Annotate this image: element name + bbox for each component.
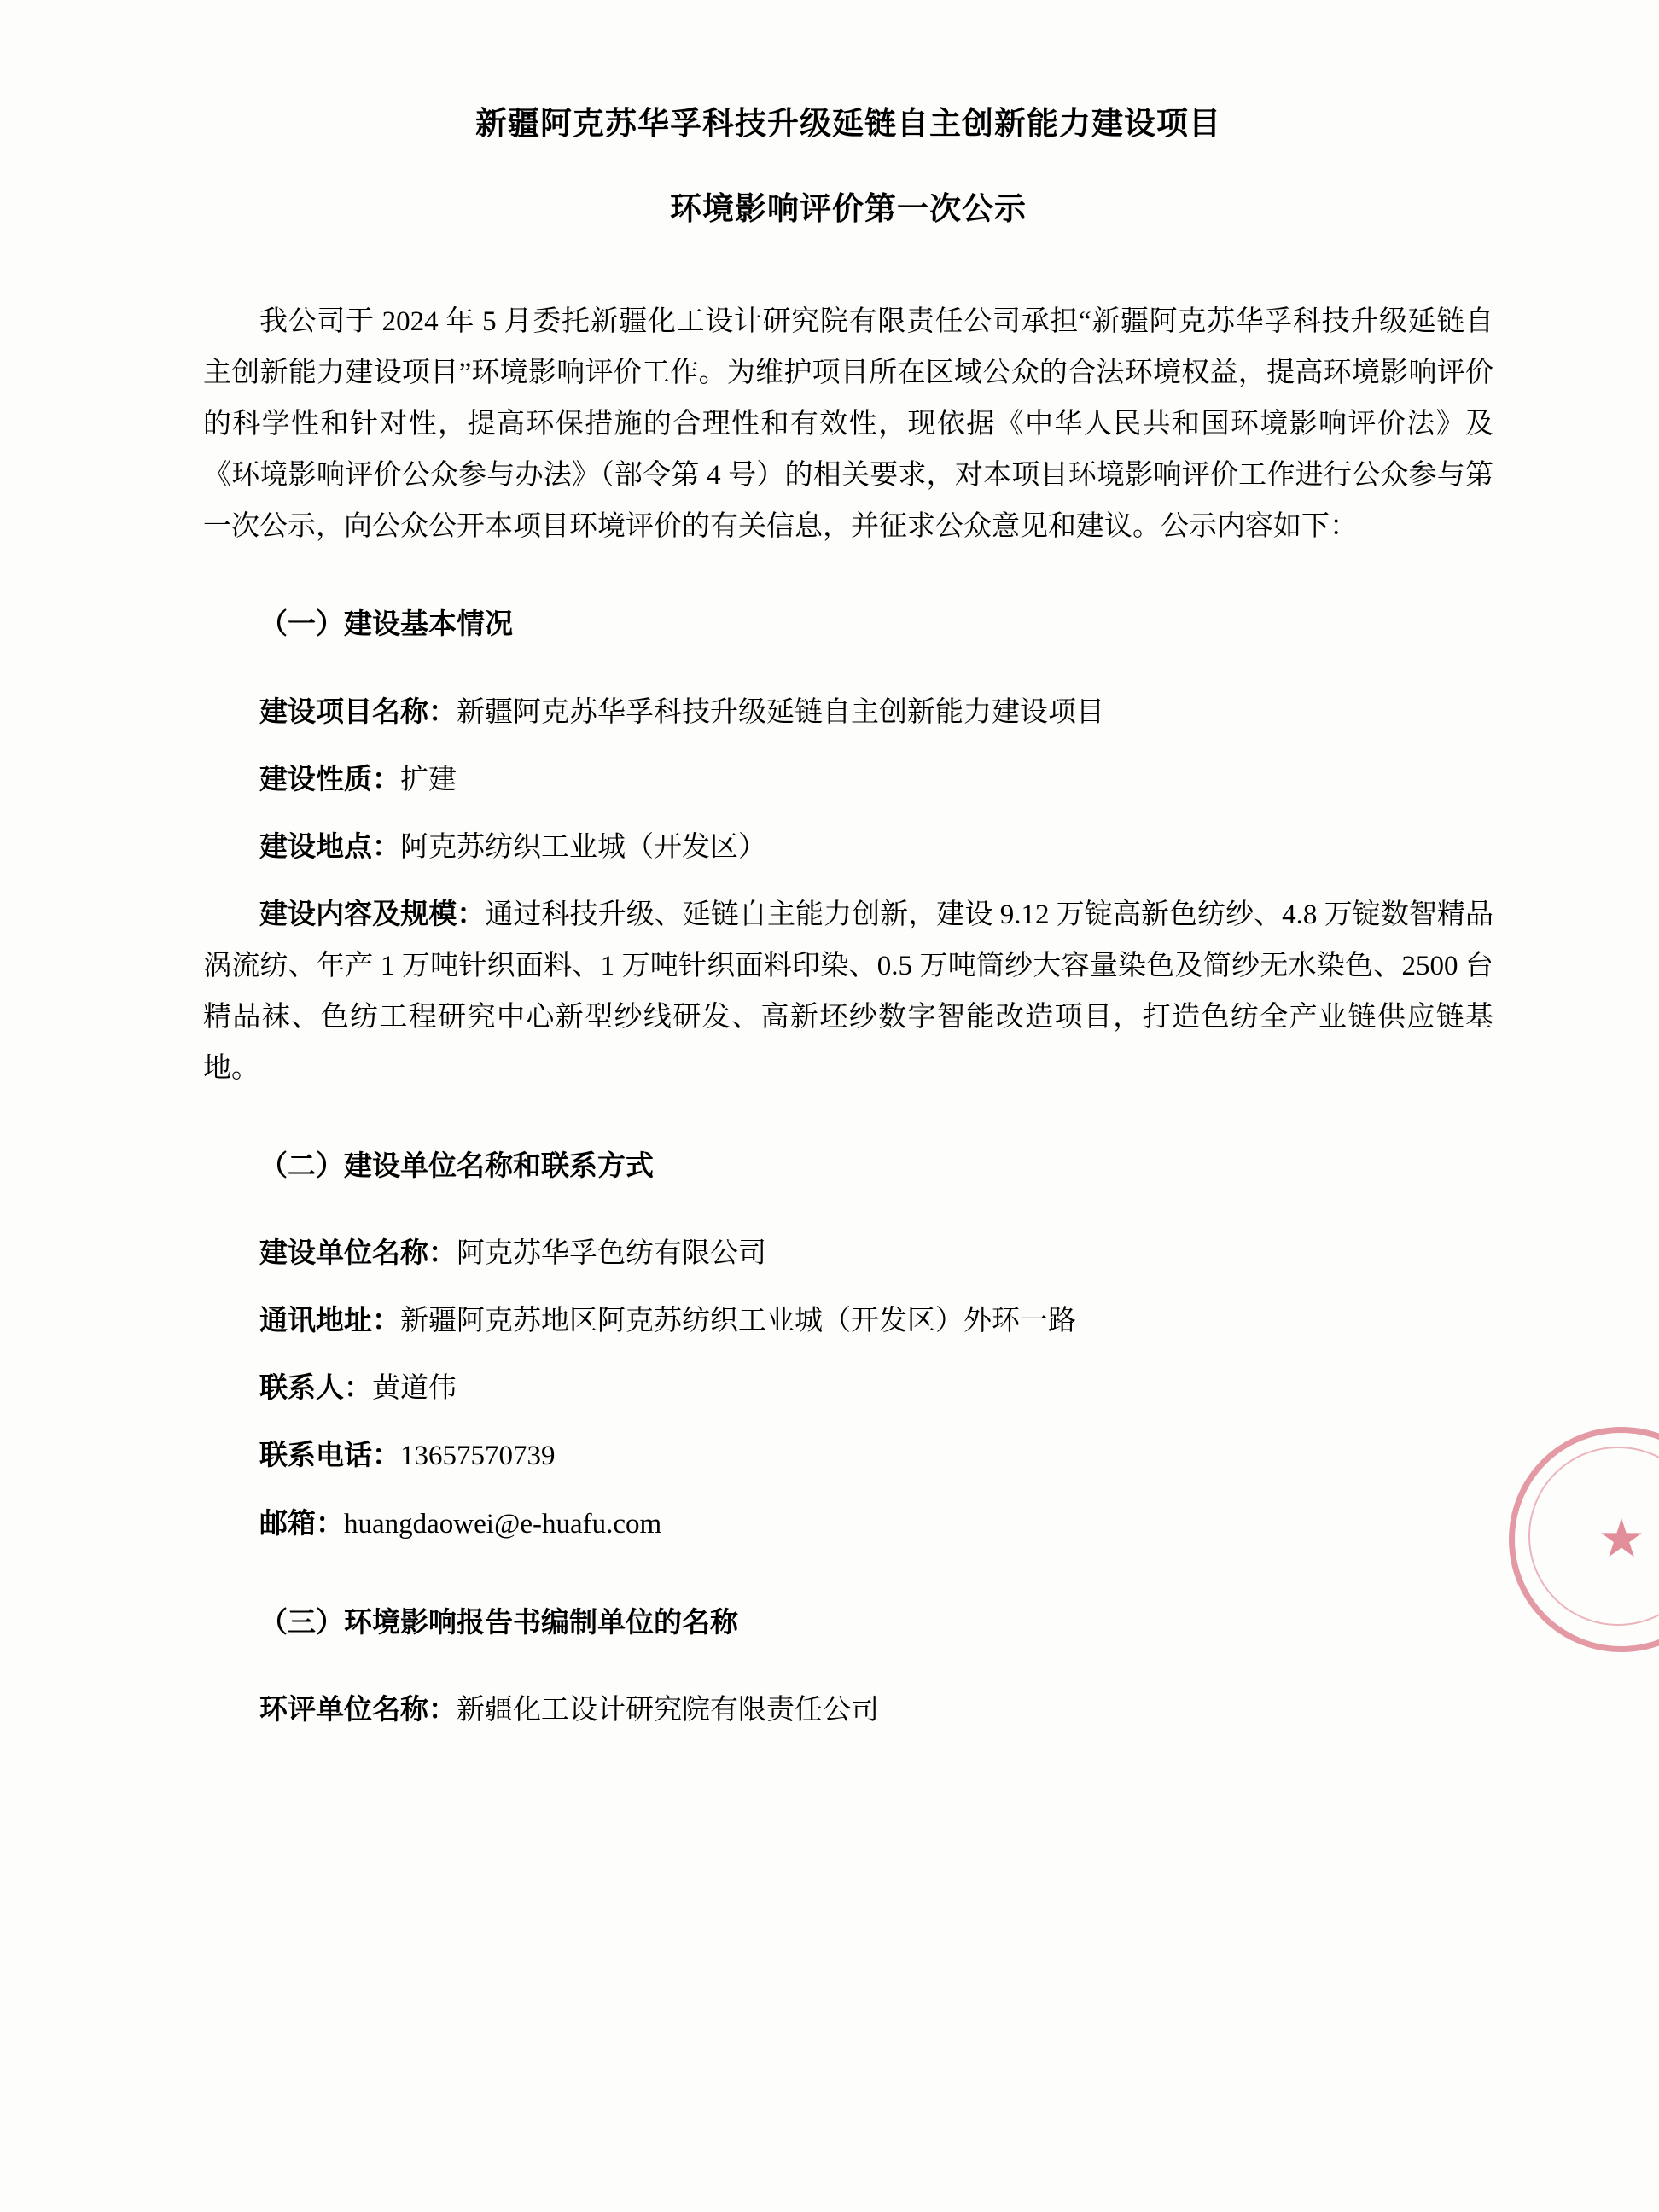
page-title: 新疆阿克苏华孚科技升级延链自主创新能力建设项目 <box>475 107 1221 142</box>
field-label: 建设性质： <box>259 764 400 795</box>
page-subtitle: 环境影响评价第一次公示 <box>670 191 1027 227</box>
field-label: 环评单位名称： <box>259 1694 457 1726</box>
field-value: 13657570739 <box>400 1441 556 1472</box>
field-label: 建设地点： <box>259 831 400 863</box>
field-value: 阿克苏华孚色纺有限公司 <box>457 1238 766 1270</box>
field-project-scope <box>203 889 1493 1094</box>
field-contact-email <box>203 1499 1493 1551</box>
field-label: 建设项目名称： <box>259 696 457 728</box>
field-label: 建设单位名称： <box>259 1238 457 1270</box>
section-heading-3: （三）环境影响报告书编制单位的名称 <box>259 1607 738 1639</box>
field-value: huangdaowei@e-huafu.com <box>344 1508 662 1540</box>
field-value: 新疆阿克苏华孚科技升级延链自主创新能力建设项目 <box>457 696 1104 728</box>
title-block <box>203 101 1493 233</box>
field-value: 扩建 <box>400 764 457 795</box>
field-company-name <box>203 1228 1493 1280</box>
field-project-location <box>203 822 1493 874</box>
field-value: 新疆阿克苏地区阿克苏纺织工业城（开发区）外环一路 <box>400 1306 1076 1337</box>
seal-arc-text <box>1515 1433 1659 1646</box>
field-label: 邮箱： <box>259 1508 344 1540</box>
field-value: 通过科技升级、延链自主能力创新，建设 9.12 万锭高新色纺纱、4.8 万锭数智精品涡流纺、年产 1 万吨针织面料、1 万吨针织面料印染、0.5 万吨筒纱大容量染色及简纱无水染色、2500 台精品袜、色纺工程研究中心新型纱线研发、高新坯纱数字智能改造项目，打造色纺全产业链供应链基地。 <box>203 899 1494 1084</box>
field-value: 新疆化工设计研究院有限责任公司 <box>457 1694 879 1726</box>
section-heading-1: （一）建设基本情况 <box>259 609 513 641</box>
field-label: 通讯地址： <box>259 1306 400 1337</box>
field-project-name <box>203 687 1493 739</box>
field-value: 黄道伟 <box>372 1373 457 1405</box>
field-eia-unit-name <box>203 1685 1493 1737</box>
section-heading-2: （二）建设单位名称和联系方式 <box>259 1150 654 1182</box>
field-contact-phone <box>203 1430 1493 1482</box>
company-seal-stamp <box>1509 1427 1659 1652</box>
seal-star-icon: ★ <box>1598 1511 1645 1569</box>
field-label: 联系电话： <box>259 1441 400 1472</box>
field-label: 联系人： <box>259 1373 372 1405</box>
field-project-nature <box>203 754 1493 806</box>
field-contact-person <box>203 1363 1493 1415</box>
intro-paragraph: 我公司于 2024 年 5 月委托新疆化工设计研究院有限责任公司承担“新疆阿克苏华孚科技升级延链自主创新能力建设项目”环境影响评价工作。为维护项目所在区域公众的合法环境权益，提高环境影响评价的科学性和针对性，提高环保措施的合理性和有效性，现依据《中华人民共和国环境影响评价法》及《环境影响评价公众参与办法》（部令第 4 号）的相关要求，对本项目环境影响评价工作进行公众参与第一次公示，向公众公开本项目环境评价的有关信息，并征求公众意见和建议。公示内容如下： <box>203 306 1493 543</box>
field-label: 建设内容及规模： <box>259 899 486 930</box>
document-content <box>203 101 1493 1737</box>
field-company-address <box>203 1295 1493 1348</box>
field-value: 阿克苏纺织工业城（开发区） <box>400 831 766 863</box>
